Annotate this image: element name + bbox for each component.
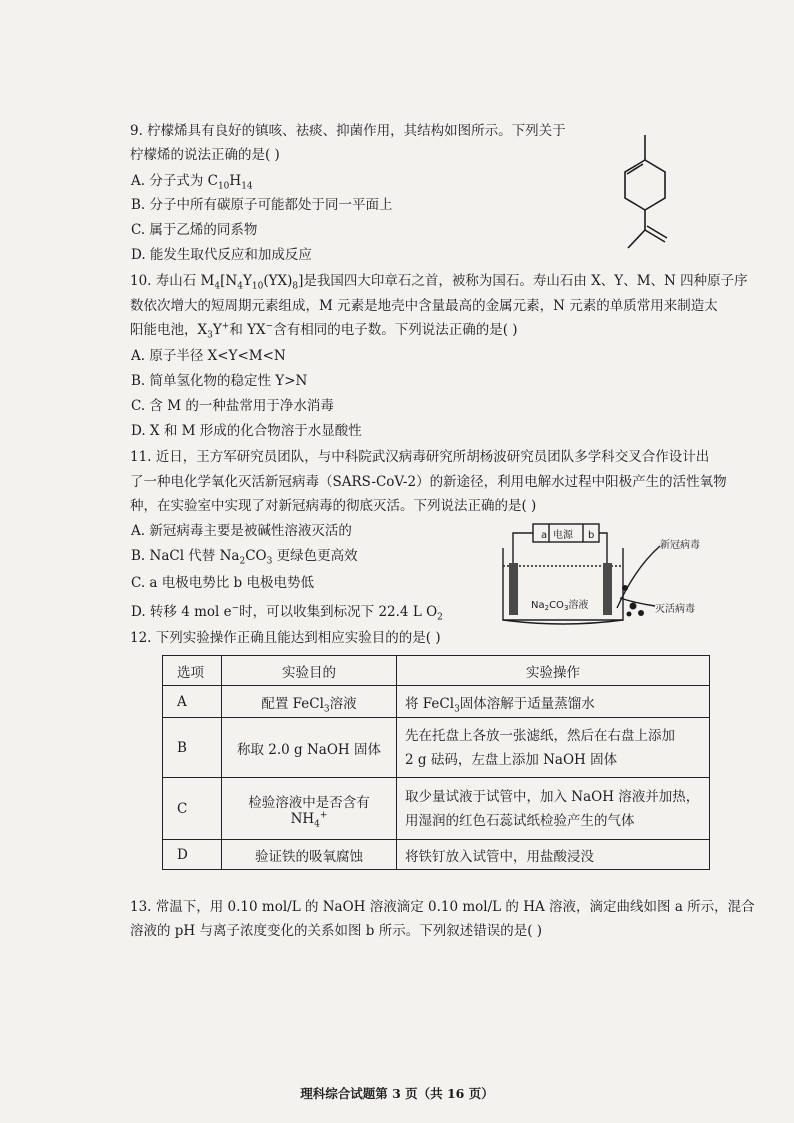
table-header-row (163, 656, 710, 686)
q10-option-b: B. 简单氢化物的稳定性 Y>N (131, 373, 308, 389)
q11-stem-line3: 种，在实验室中实现了对新冠病毒的彻底灭活。下列说法正确的是( ) (130, 498, 537, 514)
q11-stem-line1: 11. 近日，王方军研究员团队，与中科院武汉病毒研究所胡杨波研究员团队多学科交叉合作设计出 (130, 449, 710, 465)
table-header: 实验目的 (222, 656, 397, 686)
electrolysis-diagram (495, 518, 710, 630)
limonene-structure (610, 130, 680, 255)
table-header: 实验操作 (397, 656, 710, 686)
q10-stem-line3: 阳能电池，$X_3Y^+$和 YX−含有相同的电子数。下列说法正确的是( ) (130, 321, 518, 341)
q9-stem-line1: 9. 柠檬烯具有良好的镇咳、祛痰、抑菌作用，其结构如图所示。下列关于 (130, 123, 566, 139)
q10-option-c: C. 含 M 的一种盐常用于净水消毒 (131, 398, 334, 414)
electrode-b (603, 563, 612, 615)
q12-table (162, 655, 710, 870)
diagram-label-power: 电源 (553, 530, 573, 541)
q9-option-d: D. 能发生取代反应和加成反应 (131, 247, 312, 263)
electrode-a (509, 563, 518, 615)
diagram-label-solution: $Na_2CO_3$溶液 (531, 600, 589, 612)
q10-stem-line1: 10. 寿山石 $M_4[N_4Y_{10}(YX)_8]$是我国四大印章石之首，被称为国石。寿山石由 X、Y、M、N 四种原子序 (130, 273, 748, 292)
table-row: D 验证铁的吸氧腐蚀 将铁钉放入试管中，用盐酸浸没 (163, 840, 710, 870)
q10-option-d: D. X 和 M 形成的化合物溶于水显酸性 (131, 423, 362, 439)
q13-stem-line1: 13. 常温下，用 0.10 mol/L 的 NaOH 溶液滴定 0.10 mol/L 的 HA 溶液，滴定曲线如图 a 所示，混合 (130, 899, 755, 915)
q11-option-b: B. NaCl 代替 $Na_2CO_3$ 更绿色更高效 (131, 548, 358, 567)
q13-stem-line2: 溶液的 pH 与离子浓度变化的关系如图 b 所示。下列叙述错误的是( ) (130, 923, 543, 939)
q10-option-a: A. 原子半径 X<Y<M<N (131, 348, 286, 364)
q11-stem-line2: 了一种电化学氧化灭活新冠病毒（SARS-CoV-2）的新途径，利用电解水过程中阳极产生的活性氧物 (130, 474, 727, 490)
q10-stem-line2: 数依次增大的短周期元素组成，M 元素是地壳中含量最高的金属元素，N 元素的单质常用来制造太 (130, 298, 718, 314)
page-footer: 理科综合试题第 3 页（共 16 页） (300, 1086, 494, 1101)
table-header: 选项 (163, 656, 222, 686)
q11-option-d: D. 转移 4 mol e−时，可以收集到标况下 22.4 L $O_2$ (131, 603, 443, 623)
diagram-label-virus: 新冠病毒 (660, 540, 700, 551)
table-row: A 配置 FeCl$_3$溶液 将 FeCl$_3$固体溶解于适量蒸馏水 (163, 686, 710, 718)
q12-stem: 12. 下列实验操作正确且能达到相应实验目的的是( ) (130, 630, 441, 646)
table-row: B 称取 2.0 g NaOH 固体 先在托盘上各放一张滤纸，然后在右盘上添加 2 g 砝码，左盘上添加 NaOH 固体 (163, 718, 710, 778)
diagram-label-b: b (588, 530, 595, 541)
q11-option-a: A. 新冠病毒主要是被碱性溶液灭活的 (131, 523, 352, 539)
diagram-label-inactivated: 灭活病毒 (655, 604, 695, 615)
table-row: C 检验溶液中是否含有 $NH_4^+$ 取少量试液于试管中，加入 NaOH 溶液并加热， 用湿润的红色石蕊试纸检验产生的气体 (163, 778, 710, 840)
q9-stem-line2: 柠檬烯的说法正确的是( ) (130, 147, 280, 163)
q11-option-c: C. a 电极电势比 b 电极电势低 (131, 575, 314, 591)
q9-option-c: C. 属于乙烯的同系物 (131, 222, 258, 238)
q9-option-b: B. 分子中所有碳原子可能都处于同一平面上 (131, 197, 393, 213)
diagram-label-a: a (541, 530, 548, 541)
q9-option-a: A. 分子式为 $C_{10}H_{14}$ (131, 173, 253, 192)
